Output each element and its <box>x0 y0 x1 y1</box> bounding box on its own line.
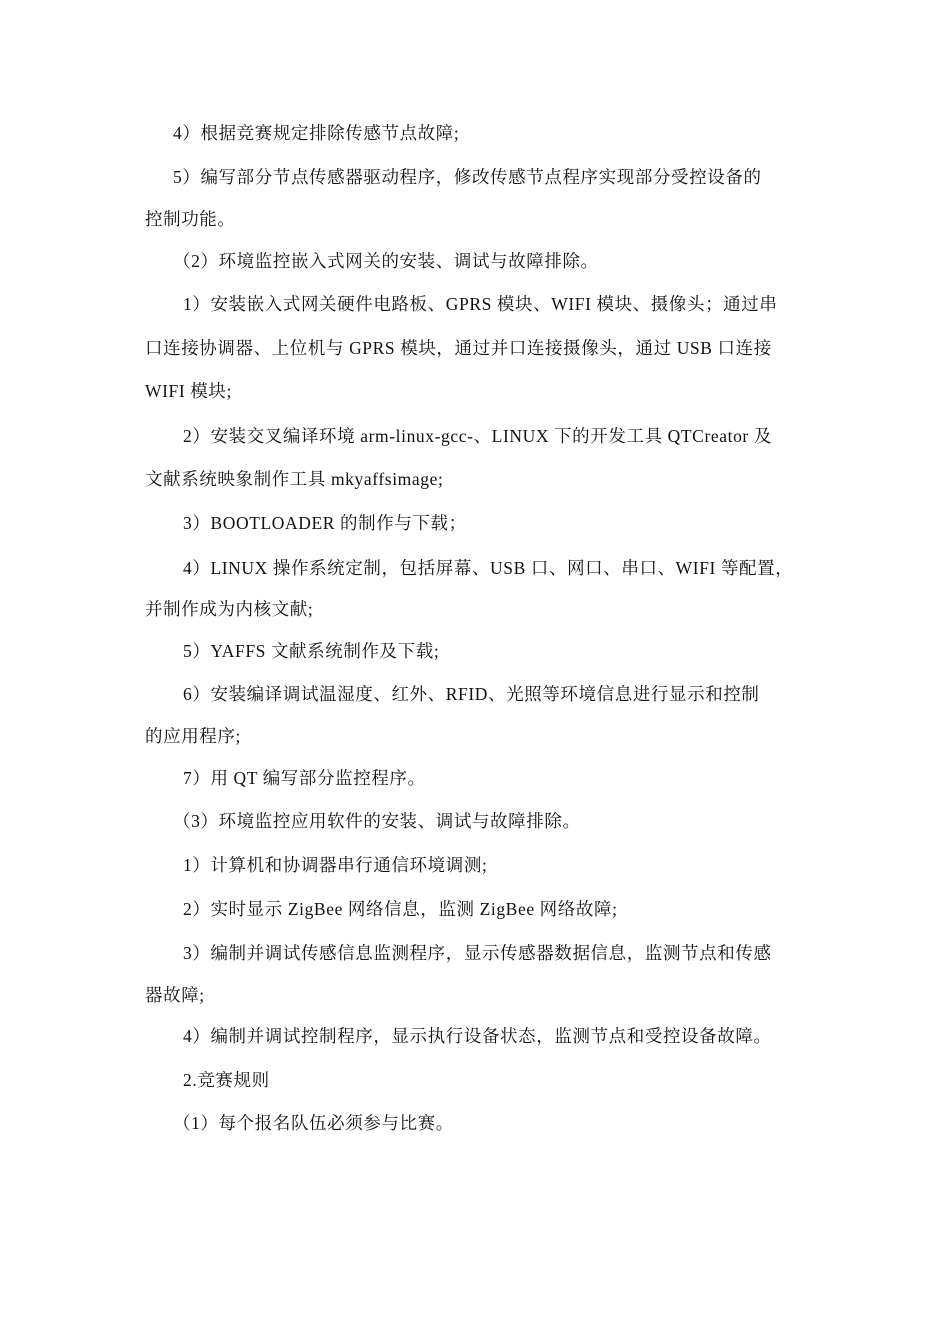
section-heading: （3）环境监控应用软件的安装、调试与故障排除。 <box>173 811 581 831</box>
paragraph-line: 6）安装编译调试温湿度、红外、RFID、光照等环境信息进行显示和控制 <box>183 684 760 704</box>
paragraph-line: 3）编制并调试传感信息监测程序，显示传感器数据信息，监测节点和传感 <box>183 943 772 963</box>
paragraph-line: 的应用程序; <box>145 726 241 746</box>
paragraph-line: 7）用 QT 编写部分监控程序。 <box>183 768 426 788</box>
paragraph-line: 5）YAFFS 文献系统制作及下载; <box>183 641 440 661</box>
paragraph-line: 3）BOOTLOADER 的制作与下载； <box>183 513 467 533</box>
section-heading: （2）环境监控嵌入式网关的安装、调试与故障排除。 <box>173 251 599 271</box>
section-heading: 2.竞赛规则 <box>183 1070 270 1090</box>
paragraph-line: （1）每个报名队伍必须参与比赛。 <box>173 1113 454 1133</box>
paragraph-line: 4）LINUX 操作系统定制，包括屏幕、USB 口、网口、串口、WIFI 等配置， <box>183 558 794 578</box>
paragraph-line: 4）编制并调试控制程序，显示执行设备状态，监测节点和受控设备故障。 <box>183 1026 772 1046</box>
paragraph-line: 2）实时显示 ZigBee 网络信息，监测 ZigBee 网络故障; <box>183 899 618 919</box>
paragraph-line: WIFI 模块; <box>145 381 232 401</box>
paragraph-line: 器故障; <box>145 985 205 1005</box>
paragraph-line: 口连接协调器、上位机与 GPRS 模块，通过并口连接摄像头，通过 USB 口连接 <box>145 338 772 358</box>
paragraph-line: 1）安装嵌入式网关硬件电路板、GPRS 模块、WIFI 模块、摄像头；通过串 <box>183 294 778 314</box>
paragraph-line: 4）根据竞赛规定排除传感节点故障; <box>173 123 460 143</box>
paragraph-line: 控制功能。 <box>145 209 236 229</box>
paragraph-line: 1）计算机和协调器串行通信环境调测; <box>183 855 488 875</box>
paragraph-line: 2）安装交叉编译环境 arm-linux-gcc-、LINUX 下的开发工具 QTCreator 及 <box>183 426 772 446</box>
paragraph-line: 5）编写部分节点传感器驱动程序，修改传感节点程序实现部分受控设备的 <box>173 167 762 187</box>
paragraph-line: 并制作成为内核文献; <box>145 599 314 619</box>
paragraph-line: 文献系统映象制作工具 mkyaffsimage; <box>145 469 444 489</box>
